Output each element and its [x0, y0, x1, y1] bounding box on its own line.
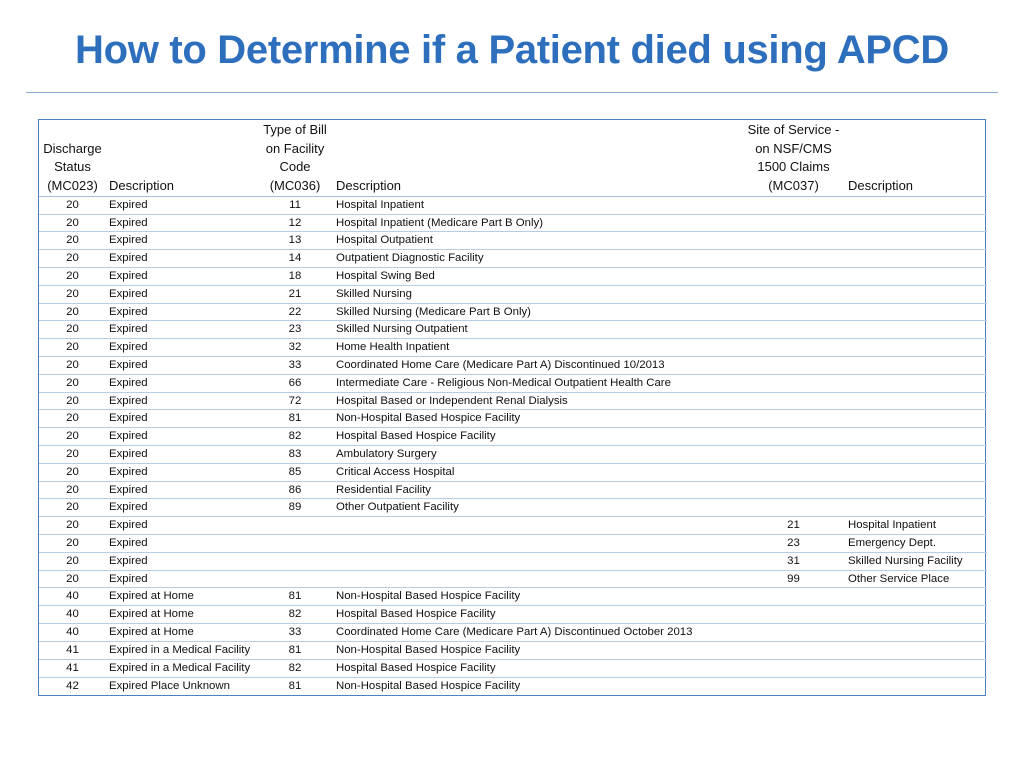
- discharge-description-cell: Expired: [106, 517, 257, 535]
- bill-type-cell: [257, 570, 333, 588]
- bill-description-cell: [333, 552, 742, 570]
- site-of-service-cell: [742, 445, 845, 463]
- discharge-status-cell: 20: [39, 339, 106, 357]
- table-row: [39, 232, 987, 250]
- discharge-description-cell: Expired: [106, 250, 257, 268]
- site-description-cell: [845, 445, 987, 463]
- table-row: [39, 285, 987, 303]
- site-of-service-cell: [742, 428, 845, 446]
- discharge-description-cell: Expired: [106, 339, 257, 357]
- discharge-description-cell: Expired: [106, 374, 257, 392]
- discharge-description-cell: Expired: [106, 232, 257, 250]
- site-description-cell: [845, 588, 987, 606]
- discharge-status-cell: 20: [39, 303, 106, 321]
- table-row: [39, 268, 987, 286]
- discharge-description-cell: Expired in a Medical Facility: [106, 641, 257, 659]
- table-row: [39, 463, 987, 481]
- site-description-cell: [845, 321, 987, 339]
- site-description-cell: [845, 303, 987, 321]
- site-description-cell: Emergency Dept.: [845, 534, 987, 552]
- site-description-cell: Hospital Inpatient: [845, 517, 987, 535]
- site-of-service-cell: [742, 268, 845, 286]
- bill-type-cell: 12: [257, 214, 333, 232]
- discharge-description-cell: Expired: [106, 481, 257, 499]
- site-of-service-cell: [742, 374, 845, 392]
- discharge-status-cell: 20: [39, 268, 106, 286]
- site-description-cell: Skilled Nursing Facility: [845, 552, 987, 570]
- discharge-status-cell: 20: [39, 250, 106, 268]
- table-row: [39, 641, 987, 659]
- bill-description-cell: [333, 570, 742, 588]
- bill-description-cell: Hospital Based Hospice Facility: [333, 428, 742, 446]
- bill-description-cell: Hospital Based or Independent Renal Dialysis: [333, 392, 742, 410]
- bill-type-cell: 11: [257, 196, 333, 214]
- header-site-of-service: Site of Service - on NSF/CMS 1500 Claims (MC037): [742, 120, 845, 196]
- bill-type-cell: 66: [257, 374, 333, 392]
- site-of-service-cell: [742, 659, 845, 677]
- bill-type-cell: [257, 534, 333, 552]
- bill-description-cell: Hospital Inpatient (Medicare Part B Only): [333, 214, 742, 232]
- table-row: [39, 410, 987, 428]
- discharge-status-cell: 20: [39, 463, 106, 481]
- site-description-cell: [845, 285, 987, 303]
- site-of-service-cell: [742, 623, 845, 641]
- bill-type-cell: 33: [257, 623, 333, 641]
- site-of-service-cell: [742, 339, 845, 357]
- table-row: [39, 428, 987, 446]
- bill-description-cell: Hospital Inpatient: [333, 196, 742, 214]
- death-codes-table: [39, 120, 987, 695]
- death-codes-table-frame: [38, 119, 986, 696]
- table-row: [39, 570, 987, 588]
- table-row: [39, 196, 987, 214]
- header-description-2: Description: [333, 120, 742, 196]
- table-row: [39, 356, 987, 374]
- bill-type-cell: 82: [257, 428, 333, 446]
- discharge-description-cell: Expired: [106, 356, 257, 374]
- site-description-cell: [845, 268, 987, 286]
- bill-type-cell: 21: [257, 285, 333, 303]
- discharge-status-cell: 40: [39, 606, 106, 624]
- site-description-cell: [845, 250, 987, 268]
- bill-description-cell: Ambulatory Surgery: [333, 445, 742, 463]
- site-description-cell: [845, 499, 987, 517]
- site-of-service-cell: [742, 606, 845, 624]
- table-row: [39, 552, 987, 570]
- discharge-description-cell: Expired: [106, 303, 257, 321]
- bill-description-cell: Non-Hospital Based Hospice Facility: [333, 677, 742, 694]
- bill-type-cell: 81: [257, 410, 333, 428]
- discharge-status-cell: 20: [39, 374, 106, 392]
- discharge-status-cell: 41: [39, 659, 106, 677]
- table-row: [39, 374, 987, 392]
- bill-description-cell: Non-Hospital Based Hospice Facility: [333, 410, 742, 428]
- bill-description-cell: Outpatient Diagnostic Facility: [333, 250, 742, 268]
- discharge-description-cell: Expired at Home: [106, 606, 257, 624]
- discharge-description-cell: Expired: [106, 552, 257, 570]
- discharge-description-cell: Expired at Home: [106, 588, 257, 606]
- site-description-cell: [845, 214, 987, 232]
- table-row: [39, 659, 987, 677]
- table-row: [39, 677, 987, 694]
- site-of-service-cell: [742, 392, 845, 410]
- site-description-cell: [845, 641, 987, 659]
- table-row: [39, 250, 987, 268]
- table-row: [39, 517, 987, 535]
- site-of-service-cell: [742, 588, 845, 606]
- site-of-service-cell: [742, 641, 845, 659]
- site-description-cell: Other Service Place: [845, 570, 987, 588]
- table-row: [39, 499, 987, 517]
- table-row: [39, 392, 987, 410]
- bill-description-cell: Hospital Based Hospice Facility: [333, 659, 742, 677]
- table-row: [39, 303, 987, 321]
- table-row: [39, 588, 987, 606]
- site-description-cell: [845, 232, 987, 250]
- table-row: [39, 339, 987, 357]
- discharge-status-cell: 20: [39, 552, 106, 570]
- bill-description-cell: Intermediate Care - Religious Non-Medical Outpatient Health Care: [333, 374, 742, 392]
- header-discharge-status: Discharge Status (MC023): [39, 120, 106, 196]
- table-row: [39, 534, 987, 552]
- table-row: [39, 214, 987, 232]
- header-type-of-bill: Type of Bill on Facility Code (MC036): [257, 120, 333, 196]
- discharge-description-cell: Expired: [106, 321, 257, 339]
- bill-description-cell: Skilled Nursing Outpatient: [333, 321, 742, 339]
- site-description-cell: [845, 410, 987, 428]
- site-description-cell: [845, 339, 987, 357]
- discharge-status-cell: 20: [39, 517, 106, 535]
- bill-type-cell: 82: [257, 606, 333, 624]
- discharge-description-cell: Expired: [106, 196, 257, 214]
- discharge-status-cell: 20: [39, 570, 106, 588]
- discharge-description-cell: Expired: [106, 463, 257, 481]
- site-description-cell: [845, 606, 987, 624]
- bill-type-cell: 72: [257, 392, 333, 410]
- site-description-cell: [845, 428, 987, 446]
- discharge-description-cell: Expired in a Medical Facility: [106, 659, 257, 677]
- bill-type-cell: 22: [257, 303, 333, 321]
- bill-type-cell: 32: [257, 339, 333, 357]
- discharge-status-cell: 20: [39, 392, 106, 410]
- bill-description-cell: Skilled Nursing: [333, 285, 742, 303]
- discharge-description-cell: Expired: [106, 445, 257, 463]
- site-of-service-cell: [742, 481, 845, 499]
- site-of-service-cell: [742, 303, 845, 321]
- site-of-service-cell: [742, 196, 845, 214]
- site-description-cell: [845, 481, 987, 499]
- discharge-status-cell: 20: [39, 499, 106, 517]
- bill-description-cell: Non-Hospital Based Hospice Facility: [333, 588, 742, 606]
- table-row: [39, 623, 987, 641]
- bill-description-cell: Coordinated Home Care (Medicare Part A) Discontinued 10/2013: [333, 356, 742, 374]
- site-description-cell: [845, 623, 987, 641]
- bill-type-cell: 18: [257, 268, 333, 286]
- bill-description-cell: Non-Hospital Based Hospice Facility: [333, 641, 742, 659]
- site-of-service-cell: 21: [742, 517, 845, 535]
- bill-type-cell: 13: [257, 232, 333, 250]
- discharge-status-cell: 20: [39, 534, 106, 552]
- table-row: [39, 606, 987, 624]
- discharge-status-cell: 41: [39, 641, 106, 659]
- bill-description-cell: Skilled Nursing (Medicare Part B Only): [333, 303, 742, 321]
- bill-type-cell: [257, 552, 333, 570]
- bill-type-cell: 89: [257, 499, 333, 517]
- bill-description-cell: Hospital Based Hospice Facility: [333, 606, 742, 624]
- site-of-service-cell: [742, 410, 845, 428]
- site-of-service-cell: 23: [742, 534, 845, 552]
- discharge-status-cell: 20: [39, 481, 106, 499]
- discharge-description-cell: Expired: [106, 428, 257, 446]
- site-of-service-cell: [742, 677, 845, 694]
- bill-description-cell: Critical Access Hospital: [333, 463, 742, 481]
- discharge-status-cell: 20: [39, 285, 106, 303]
- discharge-description-cell: Expired: [106, 499, 257, 517]
- title-divider: [26, 92, 998, 93]
- discharge-status-cell: 40: [39, 623, 106, 641]
- discharge-description-cell: Expired at Home: [106, 623, 257, 641]
- bill-type-cell: 23: [257, 321, 333, 339]
- site-of-service-cell: [742, 214, 845, 232]
- site-description-cell: [845, 356, 987, 374]
- discharge-description-cell: Expired: [106, 285, 257, 303]
- table-row: [39, 445, 987, 463]
- bill-description-cell: Hospital Outpatient: [333, 232, 742, 250]
- site-description-cell: [845, 392, 987, 410]
- bill-description-cell: Hospital Swing Bed: [333, 268, 742, 286]
- bill-type-cell: 81: [257, 677, 333, 694]
- header-description-3: Description: [845, 120, 987, 196]
- site-of-service-cell: [742, 250, 845, 268]
- site-of-service-cell: [742, 463, 845, 481]
- site-of-service-cell: 31: [742, 552, 845, 570]
- bill-description-cell: Other Outpatient Facility: [333, 499, 742, 517]
- bill-type-cell: 14: [257, 250, 333, 268]
- discharge-status-cell: 20: [39, 214, 106, 232]
- bill-type-cell: 33: [257, 356, 333, 374]
- slide-title: How to Determine if a Patient died using APCD: [74, 28, 949, 72]
- bill-type-cell: 82: [257, 659, 333, 677]
- table-body: [39, 196, 987, 694]
- site-description-cell: [845, 374, 987, 392]
- site-of-service-cell: [742, 356, 845, 374]
- site-of-service-cell: [742, 285, 845, 303]
- bill-description-cell: Home Health Inpatient: [333, 339, 742, 357]
- site-of-service-cell: [742, 321, 845, 339]
- table-row: [39, 321, 987, 339]
- discharge-description-cell: Expired: [106, 570, 257, 588]
- discharge-description-cell: Expired: [106, 534, 257, 552]
- header-description-1: Description: [106, 120, 257, 196]
- table-header-row: [39, 120, 987, 196]
- bill-type-cell: 85: [257, 463, 333, 481]
- site-of-service-cell: 99: [742, 570, 845, 588]
- bill-type-cell: 81: [257, 641, 333, 659]
- discharge-status-cell: 20: [39, 196, 106, 214]
- bill-type-cell: [257, 517, 333, 535]
- discharge-status-cell: 20: [39, 356, 106, 374]
- discharge-status-cell: 20: [39, 410, 106, 428]
- discharge-description-cell: Expired Place Unknown: [106, 677, 257, 694]
- bill-type-cell: 83: [257, 445, 333, 463]
- bill-description-cell: Coordinated Home Care (Medicare Part A) Discontinued October 2013: [333, 623, 742, 641]
- discharge-description-cell: Expired: [106, 268, 257, 286]
- discharge-status-cell: 20: [39, 428, 106, 446]
- discharge-status-cell: 42: [39, 677, 106, 694]
- site-description-cell: [845, 196, 987, 214]
- site-description-cell: [845, 463, 987, 481]
- discharge-status-cell: 40: [39, 588, 106, 606]
- bill-description-cell: [333, 534, 742, 552]
- table-row: [39, 481, 987, 499]
- site-description-cell: [845, 677, 987, 694]
- bill-type-cell: 81: [257, 588, 333, 606]
- bill-type-cell: 86: [257, 481, 333, 499]
- discharge-status-cell: 20: [39, 321, 106, 339]
- bill-description-cell: Residential Facility: [333, 481, 742, 499]
- discharge-description-cell: Expired: [106, 392, 257, 410]
- discharge-status-cell: 20: [39, 445, 106, 463]
- site-of-service-cell: [742, 499, 845, 517]
- discharge-status-cell: 20: [39, 232, 106, 250]
- site-of-service-cell: [742, 232, 845, 250]
- discharge-description-cell: Expired: [106, 410, 257, 428]
- bill-description-cell: [333, 517, 742, 535]
- site-description-cell: [845, 659, 987, 677]
- discharge-description-cell: Expired: [106, 214, 257, 232]
